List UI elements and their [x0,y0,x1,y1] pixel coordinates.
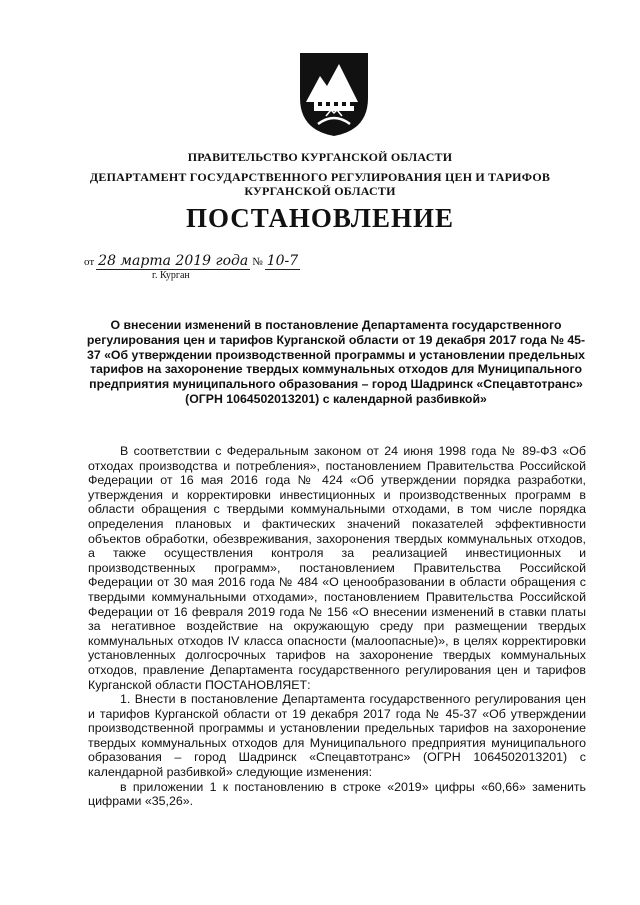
handwritten-number: 10-7 [266,253,299,269]
department-name-line2: КУРГАНСКОЙ ОБЛАСТИ [244,184,396,198]
number-sign: № [252,256,263,268]
government-name: ПРАВИТЕЛЬСТВО КУРГАНСКОЙ ОБЛАСТИ [187,150,453,164]
handwritten-date: 28 марта 2019 года [98,253,249,269]
body-paragraph-amendment: в приложении 1 к постановлению в строке «2019» цифры «60,66» заменить цифрами «35,26». [88,779,586,809]
date-number-line [82,244,300,270]
date-prefix: от [84,256,95,268]
city-name: г. Курган [152,270,190,281]
body-paragraph-item-1: 1. Внести в постановление Департамента государственного регулирования цен и тарифов Курганской области от 19 декабря 2017 года № 45-37 «Об утверждении производственной программы и установлении предельных тарифов на захоронение твердых коммунальных отходов для Муниципального предприятия муниципального образования – город Шадринск «Спецавтотранс» (ОГРН 1064502013201) с календарной разбивкой» следующие изменения: [88,692,586,780]
department-name-line1: ДЕПАРТАМЕНТ ГОСУДАРСТВЕННОГО РЕГУЛИРОВАНИЯ ЦЕН И ТАРИФОВ [89,170,551,184]
document-body [88,444,586,809]
resolution-heading: О внесении изменений в постановление Департамента государственного регулирования цен и тарифов Курганской области от 19 декабря 2017 года № 45-37 «Об утверждении производственной программы и установлении предельных тарифов на захоронение твердых коммунальных отходов для Муниципального предприятия муниципального образования – город Шадринск «Спецавтотранс» (ОГРН 1064502013201) с календарной разбивкой» [86,318,586,406]
document-title: ПОСТАНОВЛЕНИЕ [185,203,455,233]
coat-of-arms-icon [296,50,372,138]
body-paragraph-preamble: В соответствии с Федеральным законом от 24 июня 1998 года № 89-ФЗ «Об отходах производства и потребления», постановлением Правительства Российской Федерации от 16 мая 2016 года № 424 «Об утверждении порядка разработки, утверждения и корректировки инвестиционных и производственных программ в области обращения с твердыми коммунальными отходами, в том числе порядка определения плановых и фактических значений показателей эффективности объектов обработки, обезвреживания, захоронения твердых коммунальных отходов, а также осуществления контроля за реализацией инвестиционных и производственных программ», постановлением Правительства Российской Федерации от 30 мая 2016 года № 484 «О ценообразовании в области обращения с твердыми коммунальными отходами», постановлением Правительства Российской Федерации от 16 февраля 2019 года № 156 «О внесении изменений в ставки платы за негативное воздействие на окружающую среду при размещении твердых коммунальных отходов IV класса опасности (малоопасные)», в целях корректировки установленных долгосрочных тарифов на захоронение твердых коммунальных отходов, правление Департамента государственного регулирования цен и тарифов Курганской области ПОСТАНОВЛЯЕТ: [88,444,586,692]
department-name [0,170,640,198]
